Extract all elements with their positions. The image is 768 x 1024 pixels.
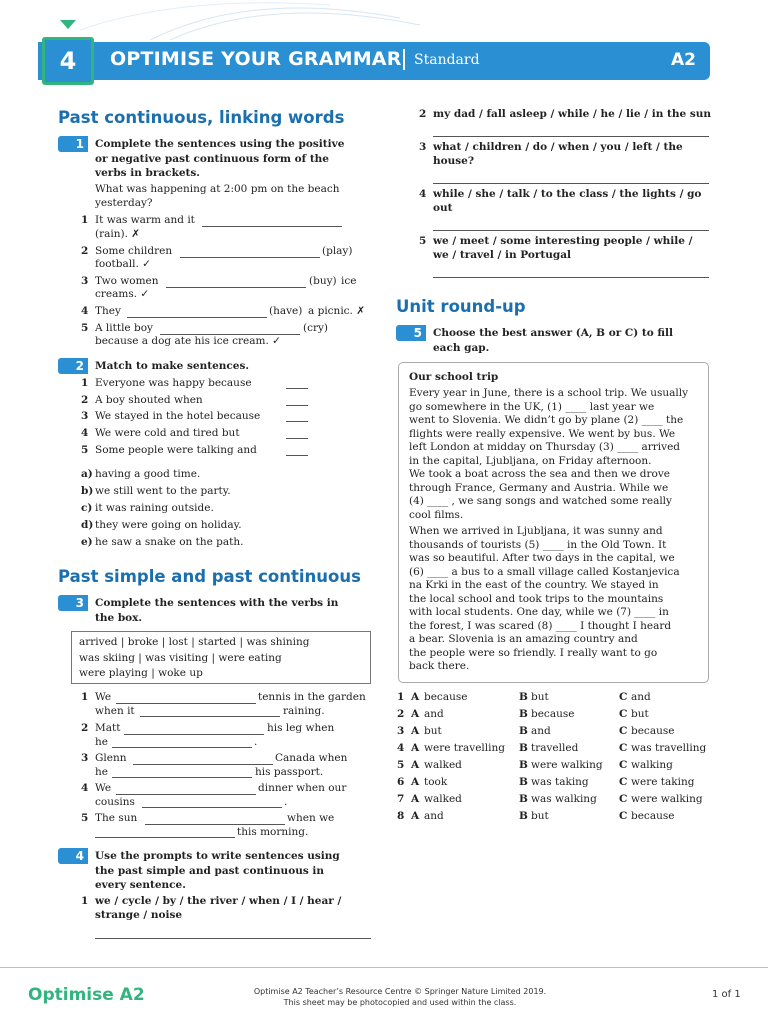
ex4-answer-line[interactable] (433, 277, 709, 278)
ex1-item-3-verb: (buy) (309, 275, 337, 287)
exercise-2-number: 2 (58, 358, 88, 374)
ex2-option-text: we still went to the party. (95, 485, 231, 497)
header-level: A2 (671, 50, 696, 70)
ex2-item-text: Everyone was happy because (95, 377, 252, 389)
answer-option-c[interactable]: was travelling (631, 742, 707, 754)
page-number: 1 of 1 (712, 989, 741, 1000)
story-title: Our school trip (409, 371, 499, 383)
ex3-item-blank[interactable] (112, 777, 252, 778)
answer-number: 5 (397, 759, 405, 771)
header-title: OPTIMISE YOUR GRAMMAR (110, 48, 402, 70)
exercise-3-number: 3 (58, 595, 88, 611)
ex4-item-prompt: we / cycle / by / the river / when / I / hear / strange / noise (95, 895, 342, 921)
answer-option-b[interactable]: was taking (531, 776, 589, 788)
ex2-option-letter: e) (81, 536, 93, 548)
ex3-item-text: when we (287, 812, 335, 824)
answer-letter-a: A (411, 759, 420, 771)
ex3-item-text: cousins (95, 796, 135, 808)
answer-option-a[interactable]: but (424, 725, 442, 737)
answer-option-a[interactable]: walked (424, 759, 462, 771)
ex2-item-blank[interactable] (286, 455, 308, 456)
answer-letter-b: B (519, 691, 528, 703)
ex3-item-blank[interactable] (116, 794, 256, 795)
ex1-item-5-text: A little boy (95, 322, 153, 334)
ex2-item-text: We were cold and tired but (95, 427, 240, 439)
ex2-item-number: 3 (81, 410, 89, 422)
answer-option-a[interactable]: were travelling (424, 742, 505, 754)
ex3-item-text: he (95, 766, 108, 778)
ex4-item-number: 2 (419, 108, 427, 120)
ex2-item-text: We stayed in the hotel because (95, 410, 261, 422)
footer-copyright: Optimise A2 Teacher’s Resource Centre © Springer Nature Limited 2019. This sheet may be photocopied and used within the class. (253, 987, 547, 1007)
answer-option-c[interactable]: but (631, 708, 649, 720)
header-subtitle: Standard (414, 52, 480, 68)
ex1-item-3-after: ice (341, 275, 357, 287)
ex1-item-3-blank[interactable] (166, 287, 306, 288)
ex4-item-number: 1 (81, 895, 89, 907)
ex3-item-text: raining. (283, 705, 325, 717)
section-title-past-continuous: Past continuous, linking words (58, 108, 345, 127)
answer-letter-b: B (519, 742, 528, 754)
ex3-item-blank[interactable] (95, 837, 235, 838)
answer-number: 4 (397, 742, 405, 754)
answer-option-b[interactable]: but (531, 810, 549, 822)
ex3-item-text: dinner when our (258, 782, 347, 794)
ex1-item-4-blank[interactable] (127, 317, 267, 318)
ex2-item-number: 2 (81, 394, 89, 406)
ex4-item-number: 4 (419, 188, 427, 200)
ex3-item-number: 4 (81, 782, 89, 794)
ex1-item-3-text: Two women (95, 275, 159, 287)
exercise-1-number: 1 (58, 136, 88, 152)
ex4-item-prompt: while / she / talk / to the class / the lights / go out (433, 188, 702, 214)
ex3-item-text: We (95, 782, 112, 794)
exercise-5-number: 5 (396, 325, 426, 341)
header-divider (403, 49, 405, 70)
ex3-item-blank[interactable] (133, 764, 273, 765)
answer-option-c[interactable]: were taking (631, 776, 695, 788)
answer-option-a[interactable]: walked (424, 793, 462, 805)
answer-option-a[interactable]: took (424, 776, 448, 788)
answer-option-a[interactable]: and (424, 810, 444, 822)
ex2-option-text: they were going on holiday. (95, 519, 242, 531)
ex1-item-1-blank[interactable] (202, 226, 342, 227)
ex3-item-text: The sun (95, 812, 138, 824)
answer-letter-a: A (411, 742, 420, 754)
answer-letter-a: A (411, 708, 420, 720)
answer-number: 7 (397, 793, 405, 805)
answer-option-c[interactable]: because (631, 725, 675, 737)
verb-box-line: was skiing | was visiting | were eating (79, 651, 282, 664)
answer-letter-b: B (519, 793, 528, 805)
ex3-item-text: his leg when (267, 722, 335, 734)
answer-letter-c: C (619, 776, 628, 788)
answer-number: 6 (397, 776, 405, 788)
ex4-item-prompt: what / children / do / when / you / left / the house? (433, 141, 683, 167)
exercise-4-number: 4 (58, 848, 88, 864)
answer-letter-a: A (411, 810, 420, 822)
ex1-item-2-text: Some children (95, 245, 173, 257)
ex2-item-number: 1 (81, 377, 89, 389)
ex1-item-5-text-end: because a dog ate his ice cream. ✓ (95, 335, 281, 347)
answer-letter-c: C (619, 725, 628, 737)
answer-letter-c: C (619, 691, 628, 703)
answer-option-b[interactable]: were walking (531, 759, 603, 771)
ex3-item-blank[interactable] (140, 716, 280, 717)
answer-letter-c: C (619, 793, 628, 805)
answer-number: 3 (397, 725, 405, 737)
verb-box-line: arrived | broke | lost | started | was shining (79, 636, 310, 648)
ex2-option-letter: a) (81, 468, 93, 480)
answer-number: 1 (397, 691, 405, 703)
footer-brand: Optimise A2 (28, 985, 145, 1005)
verb-box-line: were playing | woke up (79, 667, 203, 679)
answer-letter-c: C (619, 742, 628, 754)
ex3-item-text: Matt (95, 722, 121, 734)
footer-divider (0, 967, 768, 968)
ex3-item-blank[interactable] (124, 734, 264, 735)
ex2-option-letter: b) (81, 485, 94, 497)
answer-option-c[interactable]: and (631, 691, 651, 703)
ex4-item-number: 5 (419, 235, 427, 247)
ex1-item-3-text-end: creams. ✓ (95, 288, 150, 300)
ex4-answer-line[interactable] (433, 136, 709, 137)
exercise-1-question: What was happening at 2:00 pm on the beach yesterday? (95, 183, 340, 209)
answer-letter-c: C (619, 810, 628, 822)
answer-number: 2 (397, 708, 405, 720)
answer-option-c[interactable]: because (631, 810, 675, 822)
ex2-item-number: 4 (81, 427, 89, 439)
answer-option-b[interactable]: travelled (531, 742, 579, 754)
ex1-item-4-verb: (have) (269, 305, 303, 317)
ex2-item-number: 5 (81, 444, 89, 456)
ex4-item-prompt: my dad / fall asleep / while / he / lie / in the sun (433, 108, 712, 120)
answer-option-b[interactable]: but (531, 691, 549, 703)
ex1-item-4-text: They (95, 305, 121, 317)
ex1-item-4-after: a picnic. ✗ (308, 305, 366, 317)
ex3-item-text: We (95, 691, 112, 703)
ex1-item-number: 1 (81, 214, 89, 226)
ex2-item-blank[interactable] (286, 405, 308, 406)
answer-letter-a: A (411, 725, 420, 737)
answer-option-c[interactable]: walking (631, 759, 673, 771)
answer-option-b[interactable]: and (531, 725, 551, 737)
ex3-item-blank[interactable] (142, 807, 282, 808)
ex3-item-number: 5 (81, 812, 89, 824)
answer-option-b[interactable]: was walking (531, 793, 597, 805)
ex2-option-text: it was raining outside. (95, 502, 214, 514)
ex2-item-text: A boy shouted when (95, 394, 203, 406)
ex2-item-blank[interactable] (286, 388, 308, 389)
ex3-item-blank[interactable] (112, 747, 252, 748)
ex3-item-number: 2 (81, 722, 89, 734)
answer-option-a[interactable]: and (424, 708, 444, 720)
ex1-item-number: 5 (81, 322, 89, 334)
ex3-item-text: . (254, 736, 258, 748)
ex3-item-text: when it (95, 705, 135, 717)
ex2-item-text: Some people were talking and (95, 444, 257, 456)
unit-number: 4 (59, 47, 77, 75)
answer-letter-b: B (519, 810, 528, 822)
answer-letter-a: A (411, 793, 420, 805)
answer-option-a[interactable]: because (424, 691, 468, 703)
story-text: Every year in June, there is a school trip. We usually go somewhere in the UK, (1) ____ last year we went to Slovenia. We didn’t go by plane (2) ____ the flights were really expensive. We went by bus. We left London at midday on Thursday (3) ____ arrived in the capital, Ljubljana, on Friday afternoon. We took a boat across the sea and then we drove through France, Germany and Austria. While we (4) ____ , we sang songs and watched some really cool films. When we arrived in Ljubljana, it was sunny and thousands of tourists (5) ____ in the Old Town. It was so beautiful. After two days in the capital, we (6) ____ a bus to a small village called Kostanjevica na Krki in the east of the country. We stayed in the local school and took trips to the mountains with local students. One day, while we (7) ____ in the forest, I was scared (8) ____ I thought I heard a bear. Slovenia is an amazing country and the people were so friendly. I really want to go back there. (409, 387, 689, 672)
ex3-item-text: his passport. (255, 766, 324, 778)
ex4-answer-line[interactable] (433, 230, 709, 231)
ex3-item-number: 3 (81, 752, 89, 764)
ex1-item-2-verb: (play) (322, 245, 353, 257)
ex2-item-blank[interactable] (286, 421, 308, 422)
ex2-option-text: he saw a snake on the path. (95, 536, 244, 548)
ex3-item-text: this morning. (237, 826, 309, 838)
section-title-unit-round-up: Unit round-up (396, 297, 526, 316)
ex2-item-blank[interactable] (286, 438, 308, 439)
section-title-past-simple: Past simple and past continuous (58, 567, 361, 586)
answer-letter-b: B (519, 725, 528, 737)
exercise-2-instruction: Match to make sentences. (95, 360, 250, 372)
exercise-4-instruction: Use the prompts to write sentences using the past simple and past continuous in every sentence. (95, 850, 340, 891)
unit-marker-triangle-icon (60, 20, 76, 29)
ex3-item-text: tennis in the garden (258, 691, 366, 703)
ex2-option-letter: c) (81, 502, 93, 514)
answer-letter-a: A (411, 776, 420, 788)
ex1-item-2-blank[interactable] (180, 257, 320, 258)
ex1-item-number: 4 (81, 305, 89, 317)
answer-letter-a: A (411, 691, 420, 703)
exercise-3-instruction: Complete the sentences with the verbs in the box. (95, 597, 339, 624)
ex3-item-text: he (95, 736, 108, 748)
answer-number: 8 (397, 810, 405, 822)
ex3-item-text: Canada when (275, 752, 348, 764)
answer-option-c[interactable]: were walking (631, 793, 703, 805)
ex1-item-number: 3 (81, 275, 89, 287)
ex3-item-text: . (284, 796, 288, 808)
exercise-5-instruction: Choose the best answer (A, B or C) to fill each gap. (433, 327, 674, 354)
ex3-item-blank[interactable] (145, 824, 285, 825)
answer-letter-c: C (619, 708, 628, 720)
ex3-item-number: 1 (81, 691, 89, 703)
ex1-item-1-text: It was warm and it (95, 214, 195, 226)
exercise-1-instruction: Complete the sentences using the positive or negative past continuous form of the verbs in brackets. (95, 138, 345, 179)
unit-number-badge (42, 37, 94, 85)
ex3-item-blank[interactable] (116, 703, 256, 704)
ex1-item-number: 2 (81, 245, 89, 257)
ex2-option-letter: d) (81, 519, 94, 531)
ex4-item-number: 3 (419, 141, 427, 153)
answer-option-b[interactable]: because (531, 708, 575, 720)
ex2-option-text: having a good time. (95, 468, 201, 480)
ex1-item-5-verb: (cry) (303, 322, 329, 334)
verb-box (71, 631, 371, 684)
ex4-answer-line[interactable] (433, 183, 709, 184)
header-decoration (0, 0, 768, 40)
answer-letter-b: B (519, 776, 528, 788)
answer-letter-b: B (519, 759, 528, 771)
ex4-answer-line[interactable] (95, 938, 371, 939)
ex3-item-text: Glenn (95, 752, 127, 764)
ex4-item-prompt: we / meet / some interesting people / while / we / travel / in Portugal (433, 235, 693, 261)
answer-letter-c: C (619, 759, 628, 771)
answer-letter-b: B (519, 708, 528, 720)
ex1-item-1-verb: (rain). ✗ (95, 228, 141, 240)
ex1-item-2-text-end: football. ✓ (95, 258, 151, 270)
